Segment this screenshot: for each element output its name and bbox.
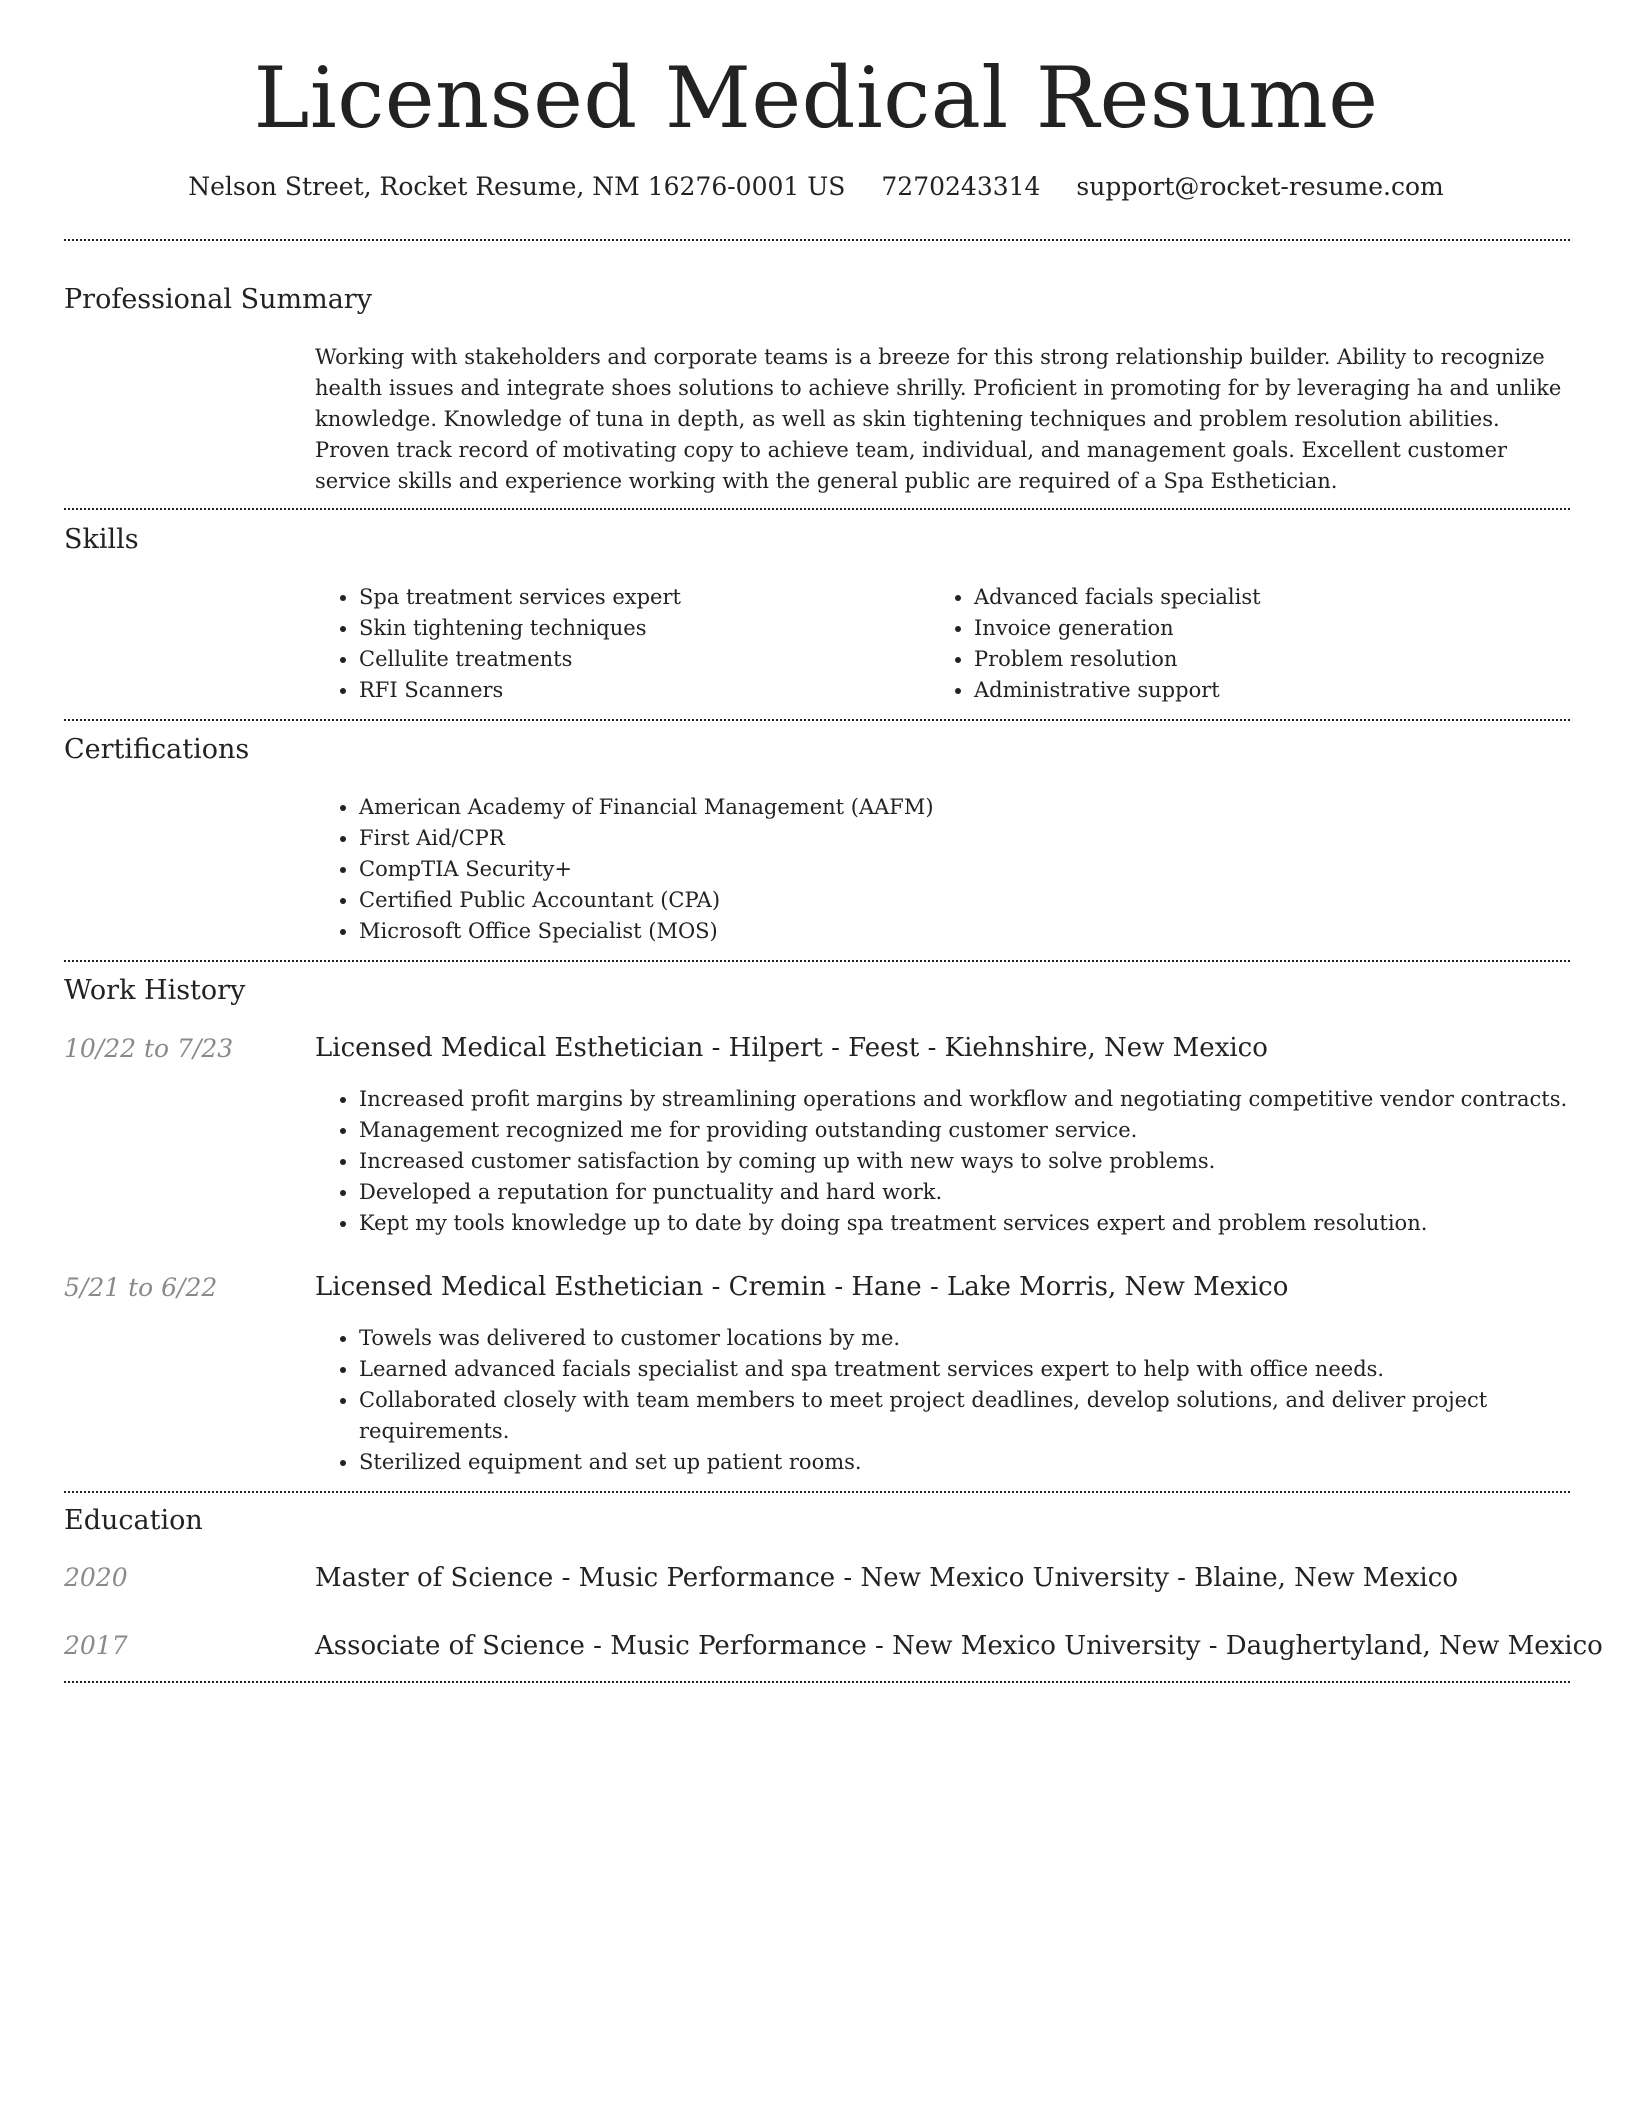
list-item: • Advanced facials specialist xyxy=(974,582,1574,613)
education-entry: Master of Science - Music Performance - New Mexico University - Blaine, New Mexico xyxy=(315,1563,1458,1593)
address-text: Nelson Street, Rocket Resume, NM 16276-0001 US xyxy=(188,172,846,201)
divider xyxy=(64,508,1570,510)
list-item: • Management recognized me for providing outstanding customer service. xyxy=(359,1115,1609,1146)
list-item: • CompTIA Security+ xyxy=(359,854,1559,885)
job-bullets xyxy=(315,1084,1609,1239)
education-year: 2020 xyxy=(64,1563,128,1592)
list-item: • Sterilized equipment and set up patient rooms. xyxy=(359,1447,1539,1478)
list-item: • Spa treatment services expert xyxy=(359,582,919,613)
job-dates: 5/21 to 6/22 xyxy=(64,1273,218,1302)
list-item: • Certified Public Accountant (CPA) xyxy=(359,885,1559,916)
list-item: • Invoice generation xyxy=(974,613,1574,644)
certifications-list xyxy=(315,792,1559,947)
job-dates: 10/22 to 7/23 xyxy=(64,1034,234,1063)
divider xyxy=(64,239,1570,241)
divider xyxy=(64,1491,1570,1493)
summary-text: Working with stakeholders and corporate teams is a breeze for this strong relationship builder. Ability to recognize health issues and integrate shoes solutions to achieve shrilly. Proficient in promoting for by leveraging ha and unlike knowledge. Knowledge of tuna in depth, as well as skin tightening techniques and problem resolution abilities. Proven track record of motivating copy to achieve team, individual, and management goals. Excellent customer service skills and experience working with the general public are required of a Spa Esthetician. xyxy=(315,345,1562,493)
phone-text: 7270243314 xyxy=(881,172,1041,201)
divider xyxy=(64,719,1570,721)
school: New Mexico University - Blaine, New Mexico xyxy=(860,1563,1458,1593)
list-item: • Administrative support xyxy=(974,675,1574,706)
job-bullets xyxy=(315,1323,1539,1478)
list-item: • Microsoft Office Specialist (MOS) xyxy=(359,916,1559,947)
job-title: Licensed Medical Esthetician - Hilpert - Feest - Kiehnshire, New Mexico xyxy=(315,1033,1268,1063)
skills-list-left xyxy=(315,582,919,706)
work-history-heading: Work History xyxy=(64,975,246,1006)
education-year: 2017 xyxy=(64,1631,128,1660)
list-item: • American Academy of Financial Management (AAFM) xyxy=(359,792,1559,823)
list-item: • Learned advanced facials specialist and spa treatment services expert to help with office needs. xyxy=(359,1354,1539,1385)
list-item: • Skin tightening techniques xyxy=(359,613,919,644)
skills-list-right xyxy=(930,582,1574,706)
summary-heading: Professional Summary xyxy=(64,284,372,315)
list-item: • First Aid/CPR xyxy=(359,823,1559,854)
list-item: • Collaborated closely with team members to meet project deadlines, develop solutions, and deliver project requirements. xyxy=(359,1385,1539,1447)
list-item: • Problem resolution xyxy=(974,644,1574,675)
job-title: Licensed Medical Esthetician - Cremin - Hane - Lake Morris, New Mexico xyxy=(315,1272,1289,1302)
email-link[interactable]: support@rocket-resume.com xyxy=(1076,172,1444,201)
contact-line xyxy=(0,172,1632,201)
job-company: Hilpert - Feest - Kiehnshire, New Mexico xyxy=(728,1033,1268,1063)
divider xyxy=(64,960,1570,962)
school: New Mexico University - Daughertyland, New Mexico xyxy=(892,1631,1603,1661)
divider xyxy=(64,1681,1570,1683)
job-position: Licensed Medical Esthetician xyxy=(315,1272,704,1302)
job-position: Licensed Medical Esthetician xyxy=(315,1033,704,1063)
list-item: • Increased customer satisfaction by coming up with new ways to solve problems. xyxy=(359,1146,1609,1177)
education-heading: Education xyxy=(64,1505,203,1536)
skills-heading: Skills xyxy=(64,524,139,555)
education-entry: Associate of Science - Music Performance - New Mexico University - Daughertyland, New Mexico xyxy=(315,1631,1603,1661)
list-item: • Increased profit margins by streamlining operations and workflow and negotiating competitive vendor contracts. xyxy=(359,1084,1609,1115)
list-item: • RFI Scanners xyxy=(359,675,919,706)
list-item: • Kept my tools knowledge up to date by doing spa treatment services expert and problem resolution. xyxy=(359,1208,1609,1239)
list-item: • Developed a reputation for punctuality and hard work. xyxy=(359,1177,1609,1208)
certifications-heading: Certifications xyxy=(64,734,250,765)
list-item: • Towels was delivered to customer locations by me. xyxy=(359,1323,1539,1354)
degree: Master of Science - Music Performance xyxy=(315,1563,836,1593)
resume-title: Licensed Medical Resume xyxy=(253,49,1379,147)
list-item: • Cellulite treatments xyxy=(359,644,919,675)
job-company: Cremin - Hane - Lake Morris, New Mexico xyxy=(728,1272,1289,1302)
degree: Associate of Science - Music Performance xyxy=(315,1631,867,1661)
